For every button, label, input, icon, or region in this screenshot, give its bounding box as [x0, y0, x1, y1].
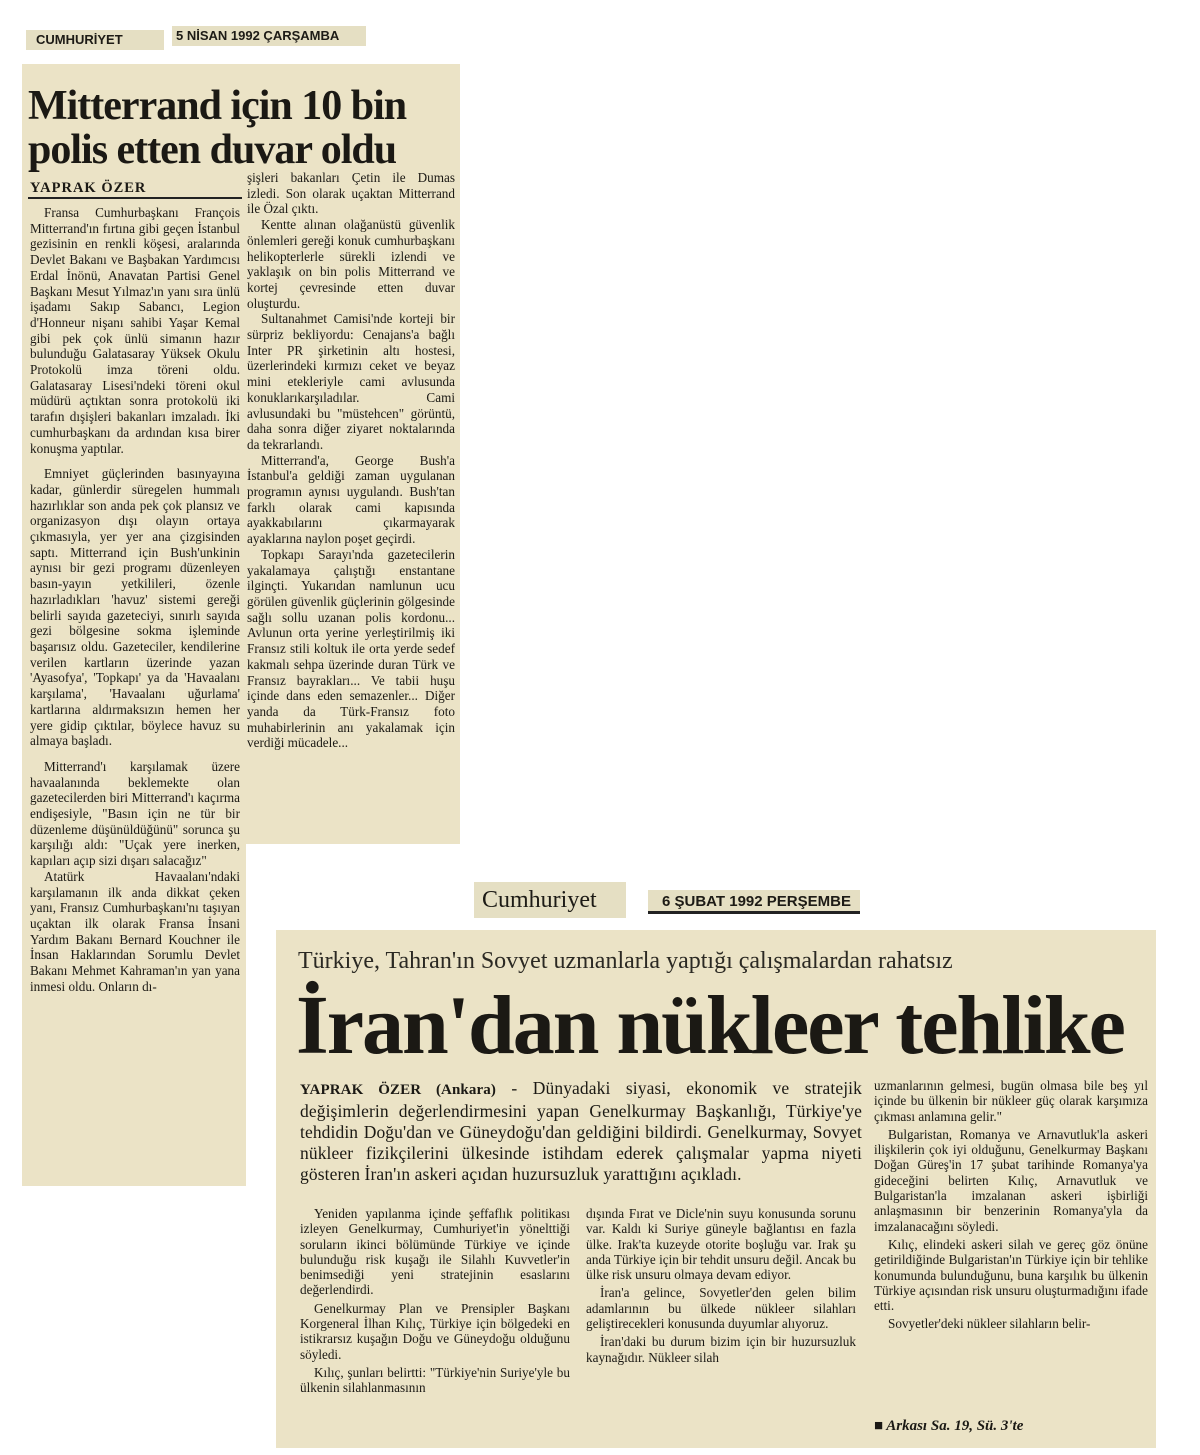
headline-line-2: polis etten duvar oldu	[28, 127, 397, 173]
headline	[28, 84, 458, 172]
continued-note: ■ Arkası Sa. 19, Sü. 3'te	[874, 1418, 1024, 1434]
kicker: Türkiye, Tahran'ın Sovyet uzmanlarla yaptığı çalışmalardan rahatsız	[298, 948, 953, 974]
newspaper-name-stamp: Cumhuriyet	[474, 882, 626, 918]
article-column-2	[586, 1206, 856, 1416]
paragraph: Sovyetler'deki nükleer silahların belir-	[888, 1316, 1091, 1332]
headline: İran'dan nükleer tehlike	[296, 979, 1124, 1072]
paragraph: Kılıç, şunları belirtti: "Türkiye'nin Suriye'yle bu ülkenin silahlanmasının	[300, 1364, 570, 1396]
article-column-2	[247, 170, 455, 830]
paragraph: Topkapı Sarayı'nda gazetecilerin yakalamaya çalıştığı enstantane ilginçti. Yukarıdan namlunun ucu görülen güvenlik güçlerinin gölgesinde sağlı sollu uzanan polis kordonu... Avlunun orta yerine yerleştirilmiş iki Fransız stili koltuk ile orta yerde sedef kakmalı sehpa üzerinde duran Türk ve Fransız bayrakları... Ve tabii huşu içinde dans eden semazenler... Diğer yanda da Türk-Fransız foto muhabirlerinin anı yakalamak için verdiği mücadele...	[247, 546, 455, 751]
paragraph: Atatürk Havaalanı'ndaki karşılamanın ilk anda dikkat çeken yanı, Fransız Cumhurbaşkanı'nı taşıyan uçaktan ilk olarak Fransa İnsani Yardım Bakanı Bernard Kouchner ile İnsan Haklarından Sorumlu Devlet Bakanı Mehmet Kahraman'ın yan yana inmesi oldu. Onların dı-	[30, 868, 240, 994]
paragraph: şişleri bakanları Çetin ile Dumas izledi. Son olarak uçaktan Mitterrand ile Özal çıktı.	[247, 170, 455, 217]
article-column-1	[300, 1206, 570, 1416]
paragraph: Kılıç, elindeki askeri silah ve gereç göz önüne getirildiğinde Bulgaristan'ın Türkiye için bir tehlike konumunda bulunduğunu, buna karşılık bu ülkenin Türkiye açısından risk unsuru oluşturmadığını ifade etti.	[874, 1236, 1148, 1314]
article-column-3	[874, 1078, 1148, 1408]
paragraph: İran'daki bu durum bizim için bir huzursuzluk kaynağıdır. Nükleer silah	[586, 1334, 856, 1365]
date-stamp: 5 NİSAN 1992 ÇARŞAMBA	[172, 26, 366, 46]
lead-paragraph	[300, 1078, 862, 1185]
paragraph: Fransa Cumhurbaşkanı François Mitterrand'ın fırtına gibi geçen İstanbul gezisinin en renkli köşesi, aralarında Devlet Bakanı ve Başbakan Yardımcısı Erdal İnönü, Anavatan Partisi Genel Başkanı Mesut Yılmaz'ın yanı sıra ünlü işadamı Sakıp Sabancı, Legion d'Honneur nişanı sahibi Yaşar Kemal gibi pek çok ünlü simanın hazır bulunduğu Galatasaray Yüksek Okulu Protokolü imza töreni oldu. Galatasaray Lisesi'ndeki töreni okul müdürü açtıktan sonra protokolü iki tarafın dışişleri bakanları imzaladı. İki cumhurbaşkanı da ardından kısa birer konuşma yaptılar.	[30, 205, 240, 456]
paragraph: Mitterrand'a, George Bush'a İstanbul'a geldiği zaman uygulanan programın aynısı uygulandı. Bush'tan farklı olarak cami kapısında ayakkabılarını çıkarmayarak ayaklarına naylon poşet geçirdi.	[247, 452, 455, 547]
paragraph: Sultanahmet Camisi'nde korteji bir sürpriz bekliyordu: Cenajans'a bağlı Inter PR şirketinin altı hostesi, üzerlerindeki kırmızı ceket ve beyaz mini etekleriyle cami avlusunda konuklarıkarşıladılar. Cami avlusundaki bu "müstehcen" görüntü, daha sonra diğer ziyaret noktalarında da tekrarlandı.	[247, 311, 455, 452]
paragraph: Mitterrand'ı karşılamak üzere havaalanında beklemekte olan gazetecilerden biri Mitterrand'ı kaçırma endişesiyle, "Basın için ne tür bir düzenleme düşünüldüğünü" sorunca şu karşılığı aldı: "Uçak yere inerken, kapıları açıp sizi dışarı salacağız"	[30, 758, 240, 869]
article-column-1	[30, 205, 240, 1185]
paragraph: İran'a gelince, Sovyetler'den gelen bilim adamlarının bu ülkede nükleer silahları geliştirecekleri konusunda duyumlar alıyoruz.	[586, 1285, 856, 1332]
paragraph: Genelkurmay Plan ve Prensipler Başkanı Korgeneral İlhan Kılıç, Türkiye için bölgedeki en istikrarsız kuşağın Doğu ve Güneydoğu olduğunu söyledi.	[300, 1300, 570, 1362]
byline: YAPRAK ÖZER	[30, 180, 147, 196]
paragraph: Emniyet güçlerinden basınyayına kadar, günlerdir süregelen hummalı hazırlıklar son anda pek çok plansız ve organizasyon dışı olayın ortaya çıkmasıyla, yer yer ana çizgisinden saptı. Mitterrand için Bush'unkinin aynısı bir gezi programı düzenleyen basın-yayın yetkilileri, özenle hazırladıkları 'havuz' sistemi gereği belirli sayıda gazeteciyi, sınırlı sayıda gezi bölgesine sokma işleminde başarısız oldu. Gazeteciler, kendilerine verilen kartların üzerinde yazan 'Ayasofya', 'Topkapı' ya da 'Havaalanı karşılama', 'Havaalanı uğurlama' kartlarına aldırmaksızın hemen her yere gidip çıktılar, böylece havuz su almaya başladı.	[30, 466, 240, 749]
lead-text: - Dünyadaki siyasi, ekonomik ve stratejik değişimlerin değerlendirmesini yapan Genelkurmay Başkanlığı, Türkiye'ye tehdidin Doğu'dan ve Güneydoğu'dan geldiğini bildirdi. Genelkurmay, Sovyet nükleer fizikçilerini ülkesinde istihdam ederek çalışmalar yapma niyeti gösteren İran'ın askeri açıdan huzursuzluk yarattığını açıkladı.	[300, 1078, 862, 1184]
paragraph: Kentte alınan olağanüstü güvenlik önlemleri gereği konuk cumhurbaşkanı helikopterlerle sürekli izlendi ve yaklaşık on bin polis Mitterrand ve kortej çevresinde etten duvar oluşturdu.	[247, 217, 455, 311]
paragraph: dışında Fırat ve Dicle'nin suyu konusunda sorunu var. Kaldı ki Suriye güneyle bağlantısı en fazla ülke. Irak'ta kuzeyde otorite boşluğu var. Irak şu anda Türkiye için bir tehdit unsuru değil. Ancak bu ülke risk unsuru olmaya devam ediyor.	[586, 1206, 856, 1283]
headline-line-1: Mitterrand için 10 bin	[28, 83, 407, 129]
date-stamp: 6 ŞUBAT 1992 PERŞEMBE	[648, 890, 860, 914]
byline: YAPRAK ÖZER (Ankara)	[300, 1082, 496, 1098]
newspaper-name-stamp: CUMHURİYET	[26, 30, 164, 50]
paragraph: Bulgaristan, Romanya ve Arnavutluk'la askeri ilişkilerin çok iyi olduğunu, Genelkurmay Başkanı Doğan Güreş'in 17 şubat tarihinde Romanya'ya gideceğini belirten Kılıç, Arnavutluk ve Bulgaristan'la imzalanan askeri işbirliği anlaşmasının bir benzerinin Romanya'yla da imzalanacağını söyledi.	[874, 1126, 1148, 1234]
byline-rule	[28, 197, 242, 199]
paragraph: Yeniden yapılanma içinde şeffaflık politikası izleyen Genelkurmay, Cumhuriyet'in yönelttiği soruların ikinci bölümünde Türkiye ve içinde bulunduğu risk kuşağı ile Silahlı Kuvvetler'in benimsediği yeni stratejinin esaslarını değerlendirdi.	[300, 1206, 570, 1298]
paragraph: uzmanlarının gelmesi, bugün olmasa bile beş yıl içinde bu ülkenin bir nükleer güç olarak karşımıza çıkması anlamına gelir."	[874, 1078, 1148, 1124]
